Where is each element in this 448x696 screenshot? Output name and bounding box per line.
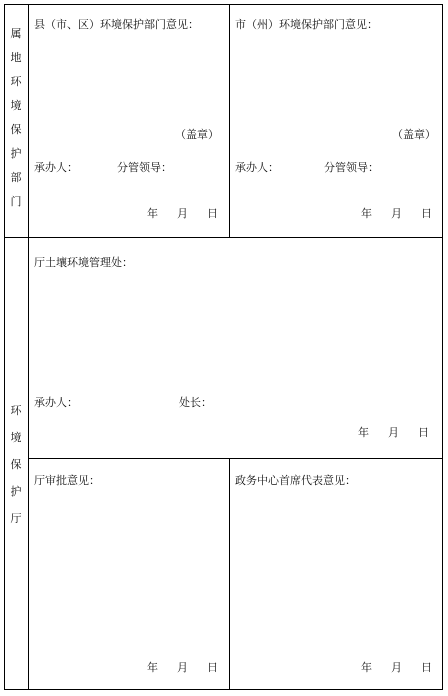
vertical-label-char: 护 <box>10 147 22 160</box>
soil-chief-label: 处长： <box>179 396 212 409</box>
city-handler-label: 承办人： <box>235 161 279 174</box>
soil-date-year: 年 <box>358 426 369 439</box>
city-date-year: 年 <box>361 207 372 220</box>
gov-center-date-year: 年 <box>361 661 372 674</box>
row-divider-1 <box>4 237 443 238</box>
vertical-label-char: 境 <box>10 431 22 444</box>
vertical-label-char: 护 <box>10 485 22 498</box>
county-leader-label: 分管领导： <box>117 161 172 174</box>
vertical-label-char: 环 <box>10 404 22 417</box>
city-date-month: 月 <box>391 207 402 220</box>
vertical-label-char: 地 <box>10 51 22 64</box>
city-date-day: 日 <box>421 207 432 220</box>
approval-date-year: 年 <box>147 661 158 674</box>
gov-center-opinion-title: 政务中心首席代表意见： <box>235 474 356 487</box>
approval-date-month: 月 <box>177 661 188 674</box>
approval-form-table <box>4 4 443 690</box>
top-column-divider <box>229 4 230 237</box>
county-date-month: 月 <box>177 207 188 220</box>
county-opinion-title: 县（市、区）环境保护部门意见： <box>34 18 199 31</box>
city-seal: （盖章） <box>392 128 436 141</box>
bottom-column-divider <box>229 458 230 690</box>
label-local-environment-dept <box>9 22 23 214</box>
row-divider-2 <box>28 458 443 459</box>
soil-date-day: 日 <box>418 426 429 439</box>
vertical-label-char: 属 <box>10 27 22 40</box>
county-seal: （盖章） <box>175 128 219 141</box>
vertical-label-char: 保 <box>10 458 22 471</box>
vertical-label-char: 境 <box>10 99 22 112</box>
left-column-divider <box>28 4 29 690</box>
approval-date-day: 日 <box>207 661 218 674</box>
soil-office-title: 厅土壤环境管理处： <box>34 256 133 269</box>
soil-handler-label: 承办人： <box>34 396 78 409</box>
city-leader-label: 分管领导： <box>324 161 379 174</box>
city-opinion-title: 市（州）环境保护部门意见： <box>235 18 378 31</box>
county-date-day: 日 <box>207 207 218 220</box>
vertical-label-char: 门 <box>10 195 22 208</box>
gov-center-date-month: 月 <box>391 661 402 674</box>
label-environment-protection-office <box>9 397 23 532</box>
county-date-year: 年 <box>147 207 158 220</box>
vertical-label-char: 厅 <box>10 512 22 525</box>
vertical-label-char: 保 <box>10 123 22 136</box>
gov-center-date-day: 日 <box>421 661 432 674</box>
soil-date-month: 月 <box>388 426 399 439</box>
vertical-label-char: 环 <box>10 75 22 88</box>
vertical-label-char: 部 <box>10 171 22 184</box>
county-handler-label: 承办人： <box>34 161 78 174</box>
approval-opinion-title: 厅审批意见： <box>34 474 100 487</box>
